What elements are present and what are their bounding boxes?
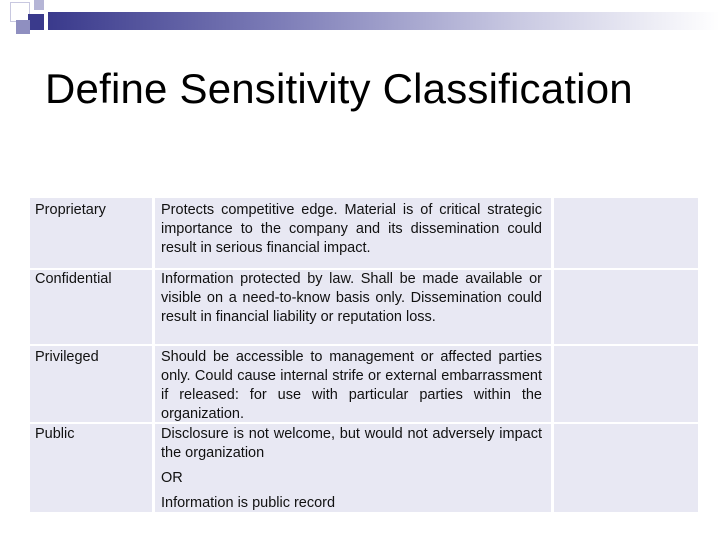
header-classification-line1: Sensitivity	[57, 157, 125, 174]
decorative-square	[28, 14, 44, 30]
row-description-proprietary: Protects competitive edge. Material is of critical strategic importance to the company and its dissemination could result in serious financial impact.	[161, 202, 542, 256]
row-label-public: Public	[35, 426, 75, 442]
top-decorative-bar	[48, 12, 720, 30]
table-cell	[554, 346, 698, 422]
header-classification	[30, 156, 152, 199]
header-classification-line2: Classification	[46, 181, 136, 198]
table-cell	[554, 424, 698, 512]
row-label-confidential: Confidential	[35, 271, 112, 287]
header-information-covered	[554, 156, 696, 194]
decorative-square	[10, 2, 30, 22]
row-description-public: Disclosure is not welcome, but would not adversely impact the organization	[161, 426, 542, 461]
header-info-line2: Covered	[596, 176, 654, 193]
decorative-square	[34, 0, 44, 10]
header-info-line1: Information	[587, 157, 663, 174]
row-description-public-extra: Information is public record	[161, 495, 336, 511]
slide-title: Define Sensitivity Classification	[45, 65, 633, 112]
header-description: Description	[315, 157, 391, 174]
row-label-privileged: Privileged	[35, 349, 99, 365]
row-label-proprietary: Proprietary	[35, 202, 106, 218]
decorative-square	[16, 20, 30, 34]
row-description-confidential: Information protected by law. Shall be made available or visible on a need-to-know basis only. Dissemination could result in financial liability or reputation loss.	[161, 271, 542, 325]
row-description-privileged: Should be accessible to management or affected parties only. Could cause internal strife or external embarrassment if released: for use with particular parties within the organization.	[161, 349, 542, 422]
row-description-public-or: OR	[161, 470, 183, 486]
table-cell	[554, 270, 698, 344]
classification-table	[30, 152, 698, 512]
table-cell	[554, 198, 698, 268]
